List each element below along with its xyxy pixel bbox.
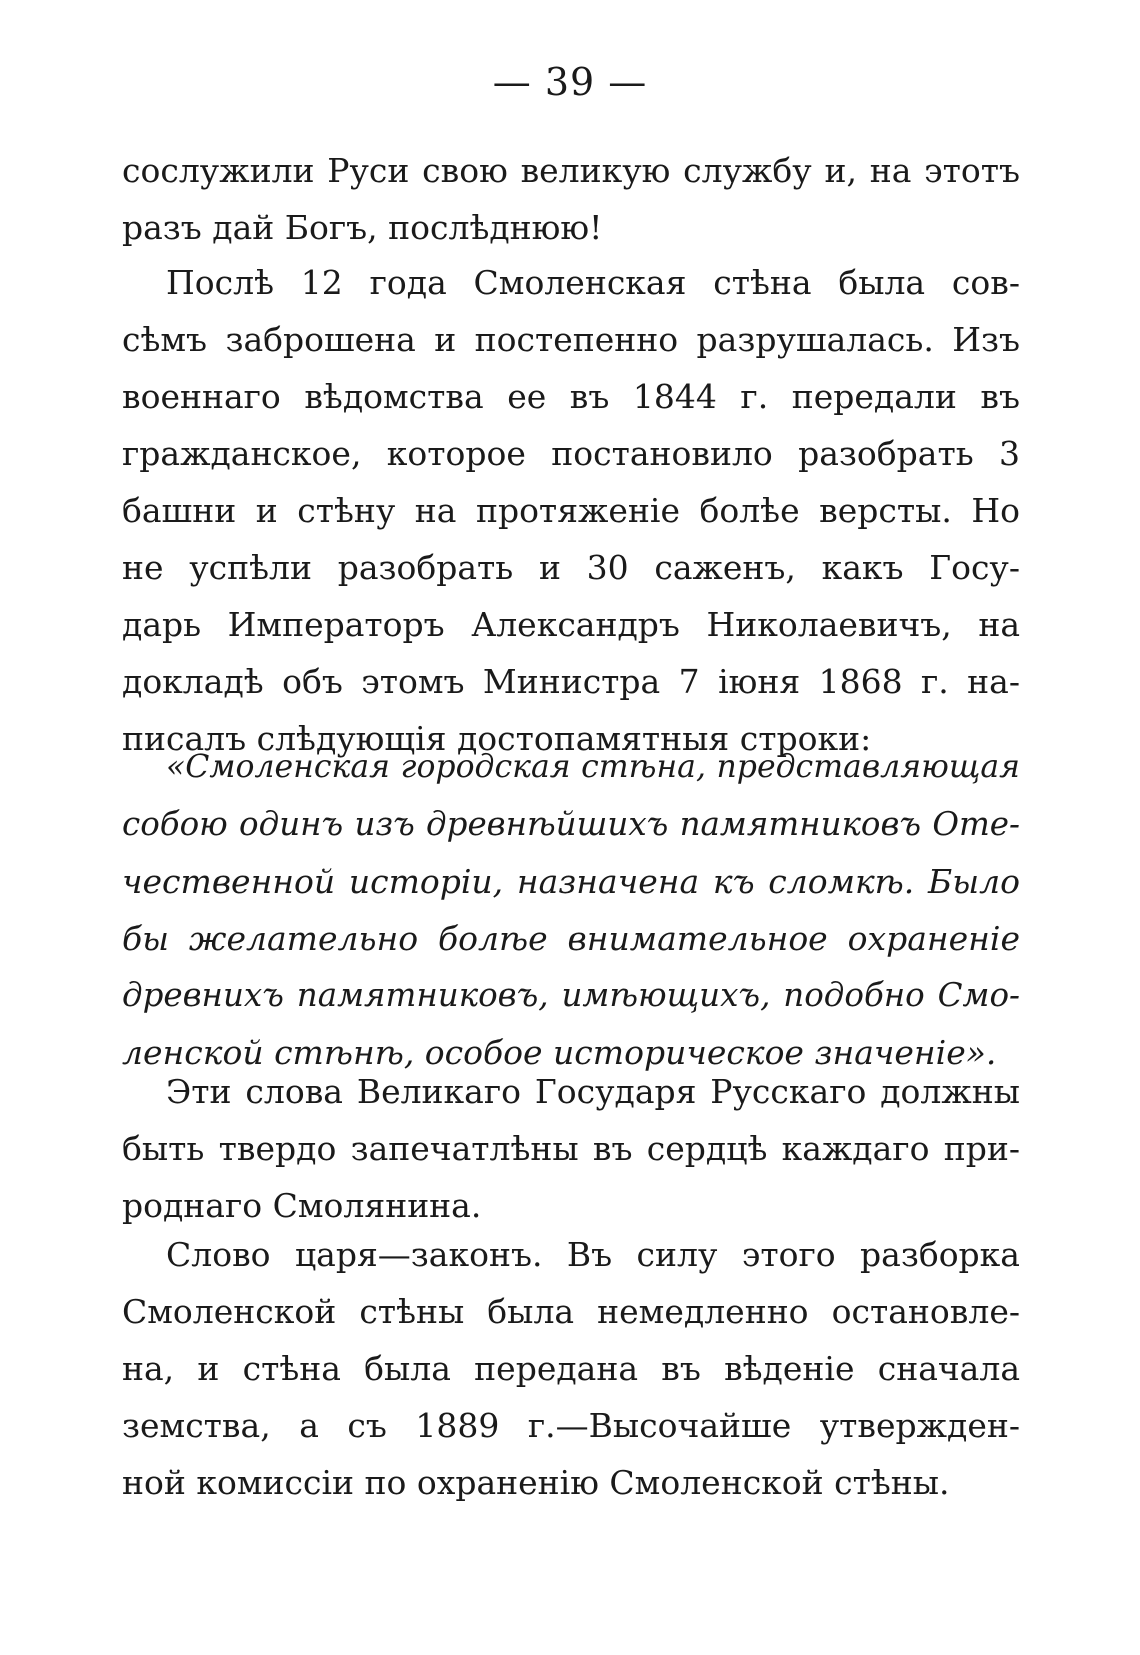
text-line: ленской стѣнѣ, особое историческое значеніе».: [122, 1033, 997, 1072]
text-line: Послѣ 12 года Смоленская стѣна была сов-: [166, 263, 1020, 302]
text-line: собою одинъ изъ древнѣйшихъ памятниковъ Оте-: [122, 805, 1020, 843]
paragraph-2: [122, 254, 1020, 767]
text-line: ной комиссіи по охраненію Смоленской стѣны.: [122, 1463, 950, 1502]
text-line: бы желательно болѣе внимательное охраненіе: [122, 919, 1020, 958]
text-line: Слово царя—законъ. Въ силу этого разборка: [166, 1235, 1020, 1274]
page-number: — 39 —: [492, 60, 648, 104]
text-line: роднаго Смолянина.: [122, 1186, 482, 1225]
paragraph-3: [122, 1063, 1020, 1234]
text-line: не успѣли разобрать и 30 саженъ, какъ Госу-: [122, 548, 1020, 587]
text-line: дарь Императоръ Александръ Николаевичъ, на: [122, 605, 1020, 644]
text-line: земства, а съ 1889 г.—Высочайше утвержден-: [122, 1406, 1020, 1445]
text-line: быть твердо запечатлѣны въ сердцѣ каждаго при-: [122, 1129, 1020, 1168]
text-line: «Смоленская городская стѣна, представляющая: [166, 749, 1020, 785]
text-line: докладѣ объ этомъ Министра 7 іюня 1868 г. на-: [122, 662, 1020, 701]
text-line: писалъ слѣдующія достопамятныя строки:: [122, 719, 872, 758]
text-line: Эти слова Великаго Государя Русскаго должны: [166, 1072, 1020, 1111]
quotation: [122, 739, 1020, 1081]
text-line: военнаго вѣдомства ее въ 1844 г. передали въ: [122, 377, 1020, 416]
text-line: древнихъ памятниковъ, имѣющихъ, подобно Смо-: [122, 976, 1020, 1014]
text-line: разъ дай Богъ, послѣднюю!: [122, 208, 603, 247]
text-line: башни и стѣну на протяженіе болѣе версты. Но: [122, 491, 1020, 530]
text-line: сослужили Руси свою великую службу и, на этотъ: [122, 151, 1020, 190]
text-line: чественной исторіи, назначена къ сломкѣ. Было: [122, 862, 1020, 901]
text-line: гражданское, которое постановило разобрать 3: [122, 434, 1020, 473]
paragraph-4: [122, 1226, 1020, 1511]
text-line: сѣмъ заброшена и постепенно разрушалась. Изъ: [122, 320, 1020, 359]
text-line: на, и стѣна была передана въ вѣденіе сначала: [122, 1349, 1020, 1388]
text-line: Смоленской стѣны была немедленно остановле-: [122, 1292, 1020, 1331]
paragraph-1: [122, 142, 1020, 256]
